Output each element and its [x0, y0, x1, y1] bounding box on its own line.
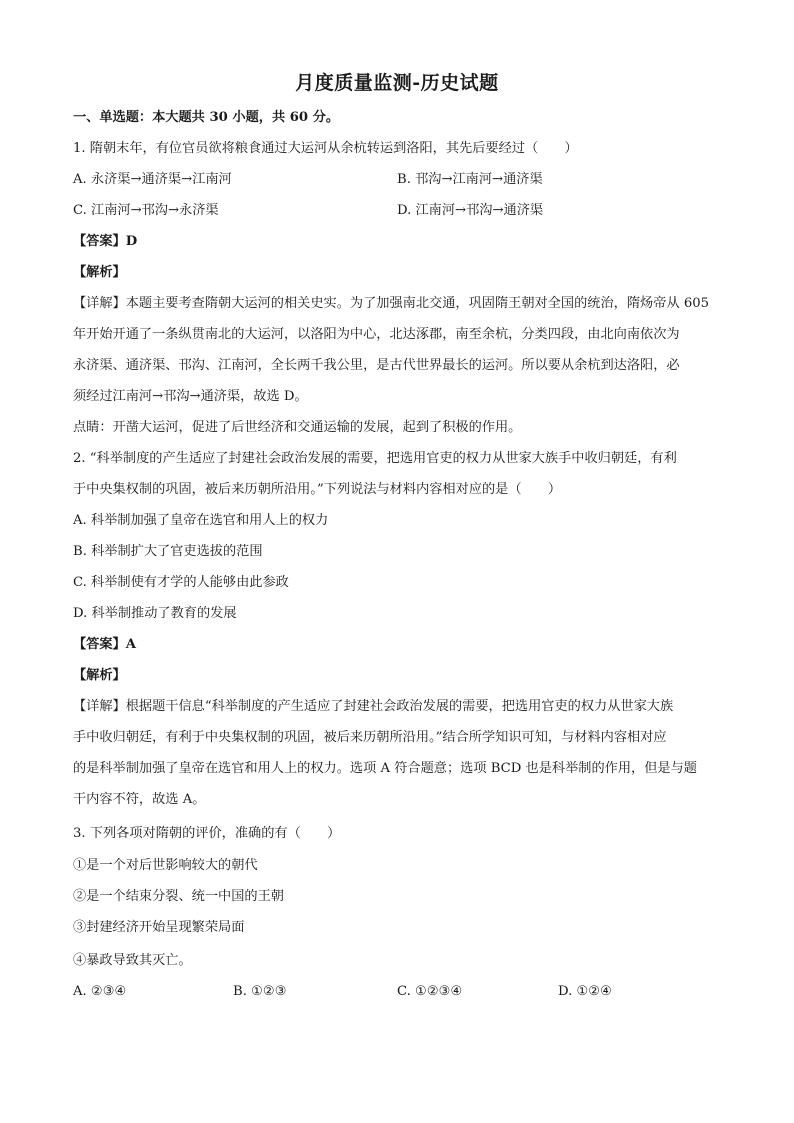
- q3-option-b: B. ①②③: [233, 984, 287, 999]
- q1-analysis-label: 【解析】: [73, 265, 126, 280]
- q1-answer: 【答案】D: [73, 234, 138, 249]
- q1-option-b: B. 邗沟→江南河→通济渠: [397, 172, 543, 187]
- q2-analysis-label: 【解析】: [73, 668, 126, 683]
- q2-stem-line: 2. “科举制度的产生适应了封建社会政治发展的需要，把选用官吏的权力从世家大族手中收归朝廷，有利: [73, 451, 677, 466]
- q1-option-a: A. 永济渠→通济渠→江南河: [73, 172, 232, 187]
- q1-option-d: D. 江南河→邗沟→通济渠: [397, 203, 544, 218]
- q1-detail-line: 【详解】本题主要考查隋朝大运河的相关史实。为了加强南北交通，巩固隋王朝对全国的统治，隋炀帝从 605: [73, 296, 709, 311]
- q2-option-b: B. 科举制扩大了官吏选拔的范围: [73, 544, 263, 559]
- q3-option-c: C. ①②③④: [397, 984, 463, 999]
- q3-stem: 3. 下列各项对隋朝的评价，准确的有（ ）: [73, 826, 341, 841]
- page-title: 月度质量监测-历史试题: [295, 72, 499, 94]
- q2-detail-line: 的是科举制加强了皇帝在选官和用人上的权力。选项 A 符合题意；选项 BCD 也是科举制的作用，但是与题: [73, 761, 697, 776]
- q2-detail-line: 手中收归朝廷，有利于中央集权制的巩固，被后来历朝所沿用。”结合所学知识可知，与材料内容相对应: [73, 730, 667, 745]
- q3-statement: ④暴政导致其灭亡。: [73, 953, 192, 968]
- q3-statement: ③封建经济开始呈现繁荣局面: [73, 920, 245, 935]
- q3-option-a: A. ②③④: [73, 984, 127, 999]
- q1-detail-line: 永济渠、通济渠、邗沟、江南河，全长两千我公里，是古代世界最长的运河。所以要从余杭到达洛阳，必: [73, 358, 680, 373]
- q3-statement: ①是一个对后世影响较大的朝代: [73, 858, 258, 873]
- q1-detail-line: 年开始开通了一条纵贯南北的大运河，以洛阳为中心，北达涿郡，南至余杭，分类四段，由北向南依次为: [73, 327, 680, 342]
- q1-stem: 1. 隋朝末年，有位官员欲将粮食通过大运河从余杭转运到洛阳，其先后要经过（ ）: [73, 141, 578, 156]
- q1-detail-line: 须经过江南河→邗沟→通济渠，故选 D。: [73, 389, 308, 404]
- q2-answer: 【答案】A: [73, 637, 136, 652]
- q1-option-c: C. 江南河→邗沟→永济渠: [73, 203, 219, 218]
- q3-option-d: D. ①②④: [558, 984, 612, 999]
- q2-detail-line: 【详解】根据题干信息“科举制度的产生适应了封建社会政治发展的需要，把选用官吏的权力从世家大族: [73, 699, 674, 714]
- q3-statement: ②是一个结束分裂、统一中国的王朝: [73, 889, 284, 904]
- q2-detail-line: 干内容不符，故选 A。: [73, 792, 206, 807]
- q2-option-c: C. 科举制使有才学的人能够由此参政: [73, 575, 289, 590]
- q2-option-d: D. 科举制推动了教育的发展: [73, 606, 237, 621]
- q2-stem-line: 于中央集权制的巩固，被后来历朝所沿用。”下列说法与材料内容相对应的是（ ）: [73, 482, 562, 497]
- section-heading: 一、单选题：本大题共 30 小题，共 60 分。: [73, 110, 340, 125]
- q1-note: 点睛：开凿大运河，促进了后世经济和交通运输的发展，起到了积极的作用。: [73, 420, 522, 435]
- q2-option-a: A. 科举制加强了皇帝在选官和用人上的权力: [73, 513, 329, 528]
